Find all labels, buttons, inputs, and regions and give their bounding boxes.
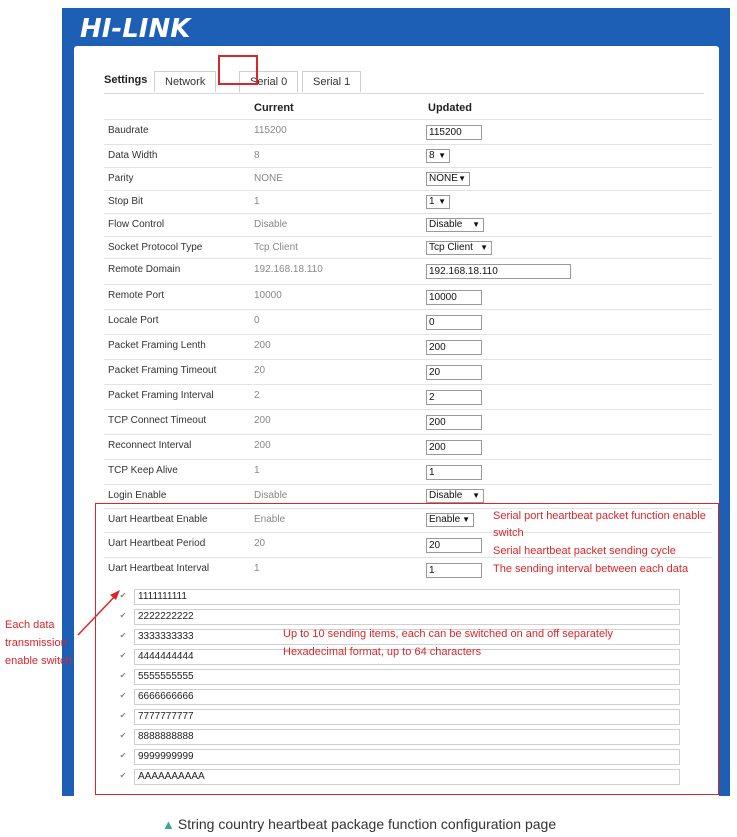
chevron-down-icon: ▼ <box>438 151 446 160</box>
item-data-input[interactable]: 2222222222 <box>134 609 680 625</box>
setting-current-value: 200 <box>254 340 271 351</box>
item-enable-checkbox[interactable]: ✔ <box>119 691 127 700</box>
setting-label: TCP Keep Alive <box>108 465 178 476</box>
chevron-down-icon: ▼ <box>480 243 488 252</box>
setting-input[interactable]: 10000 <box>426 290 482 305</box>
annotation-left-3: enable switch <box>5 655 72 667</box>
hilink-logo: HI-LINK <box>80 14 191 44</box>
caption-triangle-icon: ▲ <box>162 817 175 832</box>
item-data-input[interactable]: 7777777777 <box>134 709 680 725</box>
updated-column-header: Updated <box>428 102 472 114</box>
setting-input[interactable]: 1 <box>426 563 482 578</box>
select-value: Enable <box>429 514 461 525</box>
annotation-left-1: Each data <box>5 619 55 631</box>
annotation-items-2: Hexadecimal format, up to 64 characters <box>283 646 482 658</box>
settings-heading: Settings <box>104 74 148 86</box>
select-value: Disable <box>429 219 463 230</box>
chevron-down-icon: ▼ <box>472 220 480 229</box>
setting-label: Packet Framing Timeout <box>108 365 217 376</box>
current-column-header: Current <box>254 102 294 114</box>
setting-current-value: 10000 <box>254 290 282 301</box>
setting-current-value: Disable <box>254 490 288 501</box>
tab-network[interactable]: Network <box>154 71 216 92</box>
setting-label: Reconnect Interval <box>108 440 192 451</box>
setting-current-value: 192.168.18.110 <box>254 264 323 275</box>
setting-current-value: 115200 <box>254 125 287 136</box>
setting-label: Uart Heartbeat Enable <box>108 514 208 525</box>
setting-label: Remote Domain <box>108 264 181 275</box>
item-enable-checkbox[interactable]: ✔ <box>119 671 127 680</box>
item-enable-checkbox[interactable]: ✔ <box>119 771 127 780</box>
setting-label: Stop Bit <box>108 196 144 207</box>
item-enable-checkbox[interactable]: ✔ <box>119 591 127 600</box>
chevron-down-icon: ▼ <box>458 174 466 183</box>
setting-current-value: 1 <box>254 563 260 574</box>
setting-label: Remote Port <box>108 290 165 301</box>
setting-label: Locale Port <box>108 315 159 326</box>
item-enable-checkbox[interactable]: ✔ <box>119 611 127 620</box>
setting-current-value: Tcp Client <box>254 242 298 253</box>
setting-label: Socket Protocol Type <box>108 242 203 253</box>
caption-text: String country heartbeat package function configuration page <box>177 816 557 832</box>
setting-current-value: 20 <box>254 538 266 549</box>
item-data-input[interactable]: 8888888888 <box>134 729 680 745</box>
select-value: Disable <box>429 490 463 501</box>
setting-input[interactable]: 200 <box>426 415 482 430</box>
setting-label: Data Width <box>108 150 158 161</box>
setting-label: TCP Connect Timeout <box>108 415 207 426</box>
chevron-down-icon: ▼ <box>438 197 446 206</box>
setting-current-value: 8 <box>254 150 260 161</box>
setting-label: Packet Framing Lenth <box>108 340 206 351</box>
setting-current-value: 200 <box>254 440 271 451</box>
select-value: 1 <box>429 196 435 207</box>
setting-input[interactable]: 2 <box>426 390 482 405</box>
chevron-down-icon: ▼ <box>462 515 470 524</box>
setting-label: Flow Control <box>108 219 165 230</box>
setting-label: Baudrate <box>108 125 149 136</box>
setting-label: Login Enable <box>108 490 167 501</box>
setting-current-value: 2 <box>254 390 260 401</box>
item-data-input[interactable]: AAAAAAAAAA <box>134 769 680 785</box>
setting-label: Parity <box>108 173 134 184</box>
chevron-down-icon: ▼ <box>472 491 480 500</box>
select-value: NONE <box>429 173 458 184</box>
annotation-items-1: Up to 10 sending items, each can be switched on and off separately <box>283 628 614 640</box>
setting-input[interactable]: 192.168.18.110 <box>426 264 571 279</box>
select-value: Tcp Client <box>429 242 473 253</box>
setting-current-value: 1 <box>254 196 260 207</box>
setting-current-value: 1 <box>254 465 260 476</box>
item-enable-checkbox[interactable]: ✔ <box>119 631 127 640</box>
figure-caption <box>162 816 556 832</box>
annotation-enable-1: Serial port heartbeat packet function enable <box>493 510 706 522</box>
setting-current-value: 20 <box>254 365 266 376</box>
tab-serial-0[interactable]: Serial 0 <box>239 71 298 93</box>
annotation-interval: The sending interval between each data <box>493 563 689 575</box>
item-data-input[interactable]: 5555555555 <box>134 669 680 685</box>
item-enable-checkbox[interactable]: ✔ <box>119 731 127 740</box>
item-data-input[interactable]: 3333333333 <box>134 629 680 645</box>
setting-label: Uart Heartbeat Period <box>108 538 206 549</box>
setting-current-value: Enable <box>254 514 286 525</box>
setting-input[interactable]: 200 <box>426 440 482 455</box>
item-data-input[interactable]: 9999999999 <box>134 749 680 765</box>
annotation-period: Serial heartbeat packet sending cycle <box>493 545 676 557</box>
setting-label: Packet Framing Interval <box>108 390 214 401</box>
setting-input[interactable]: 115200 <box>426 125 482 140</box>
setting-current-value: 200 <box>254 415 271 426</box>
item-data-input[interactable]: 6666666666 <box>134 689 680 705</box>
item-enable-checkbox[interactable]: ✔ <box>119 651 127 660</box>
annotation-left-2: transmission <box>5 637 67 649</box>
annotation-enable-2: switch <box>493 527 524 539</box>
select-value: 8 <box>429 150 435 161</box>
setting-input[interactable]: 0 <box>426 315 482 330</box>
setting-label: Uart Heartbeat Interval <box>108 563 210 574</box>
setting-input[interactable]: 20 <box>426 365 482 380</box>
setting-current-value: NONE <box>254 173 283 184</box>
item-data-input[interactable]: 1111111111 <box>134 589 680 605</box>
setting-current-value: 0 <box>254 315 260 326</box>
item-enable-checkbox[interactable]: ✔ <box>119 751 127 760</box>
setting-input[interactable]: 20 <box>426 538 482 553</box>
item-enable-checkbox[interactable]: ✔ <box>119 711 127 720</box>
item-data-input[interactable]: 4444444444 <box>134 649 680 665</box>
tab-serial-1[interactable]: Serial 1 <box>302 71 361 92</box>
setting-current-value: Disable <box>254 219 288 230</box>
setting-input[interactable]: 1 <box>426 465 482 480</box>
setting-input[interactable]: 200 <box>426 340 482 355</box>
